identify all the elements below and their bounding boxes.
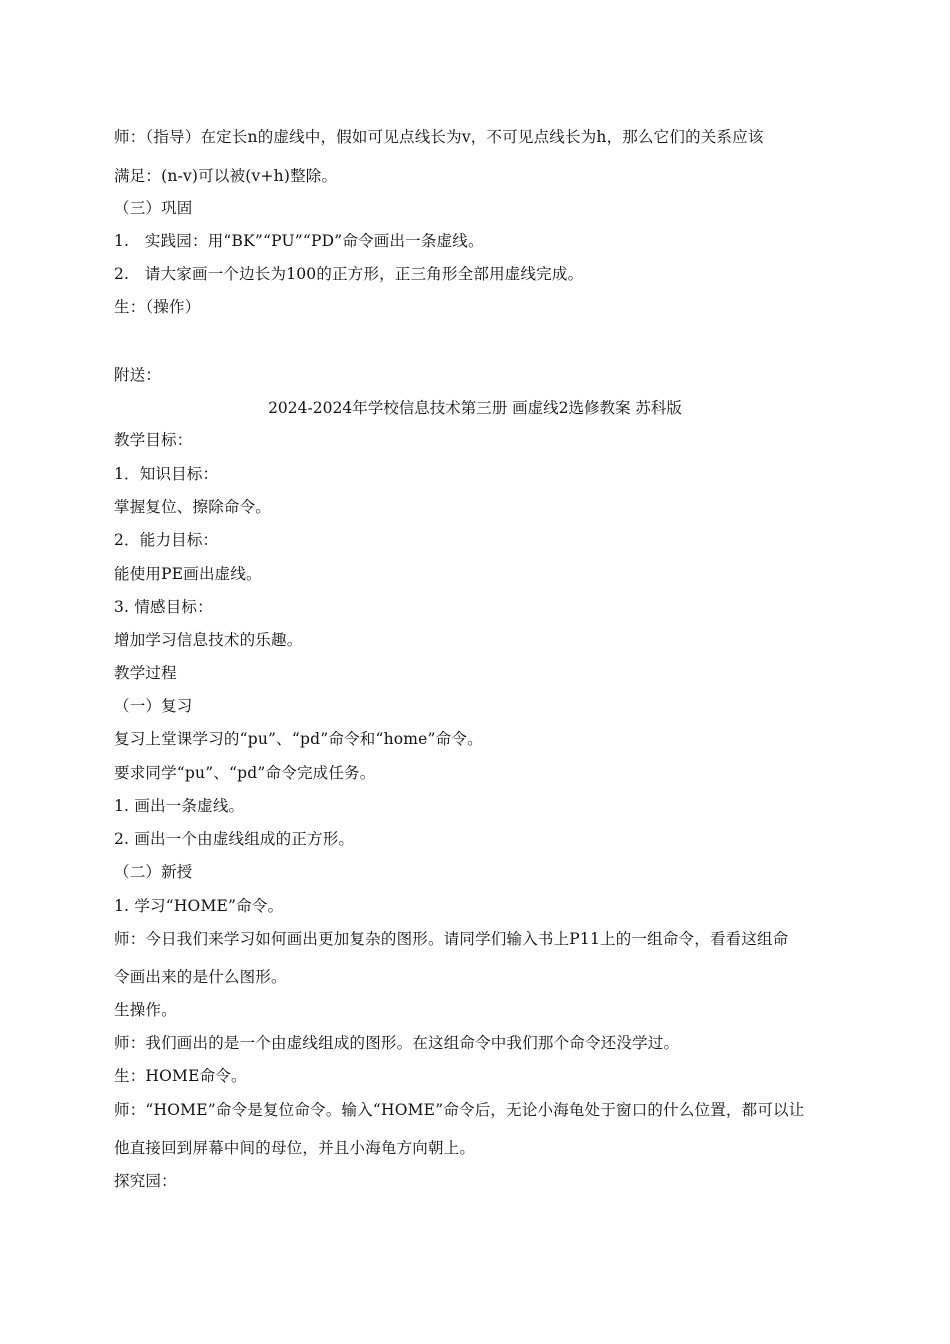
list-item: 3. 情感目标： (114, 598, 213, 616)
section-heading: （一）复习 (114, 697, 193, 715)
paragraph-line: 师：今日我们来学习如何画出更加复杂的图形。请同学们输入书上P11上的一组命令，看看这组命 (114, 930, 789, 948)
paragraph-line: 满足：(n-v)可以被(v+h)整除。 (114, 167, 338, 185)
section-heading: （三）巩固 (114, 199, 193, 217)
paragraph-line: 增加学习信息技术的乐趣。 (114, 631, 303, 649)
list-item: 1. 实践园：用“BK”“PU”“PD”命令画出一条虚线。 (114, 232, 484, 250)
list-item: 1．知识目标： (114, 465, 219, 483)
paragraph-line: 要求同学“pu”、“pd”命令完成任务。 (114, 764, 376, 782)
paragraph-line: 能使用PE画出虚线。 (114, 565, 262, 583)
paragraph-line: 生：（操作） (114, 298, 201, 316)
paragraph-line: 师：（指导）在定长n的虚线中，假如可见点线长为v，不可见点线长为h，那么它们的关系应该 (114, 128, 764, 146)
section-heading: （二）新授 (114, 863, 193, 881)
paragraph-line: 师：我们画出的是一个由虚线组成的图形。在这组命令中我们那个命令还没学过。 (114, 1034, 680, 1052)
paragraph-line: 生操作。 (114, 1001, 177, 1019)
list-item: 2．能力目标： (114, 531, 219, 549)
paragraph-line: 复习上堂课学习的“pu”、“pd”命令和“home”命令。 (114, 730, 483, 748)
document-title: 2024-2024年学校信息技术第三册 画虚线2选修教案 苏科版 (268, 399, 682, 417)
paragraph-line: 师：“HOME”命令是复位命令。输入“HOME”命令后，无论小海龟处于窗口的什么位置，都可以让 (114, 1101, 805, 1119)
paragraph-line: 生：HOME命令。 (114, 1067, 247, 1085)
list-item: 1. 画出一条虚线。 (114, 797, 245, 815)
paragraph-line: 他直接回到屏幕中间的母位，并且小海龟方向朝上。 (114, 1139, 476, 1157)
section-heading: 教学过程 (114, 664, 177, 682)
section-heading: 教学目标： (114, 431, 193, 449)
paragraph-line: 探究园： (114, 1172, 177, 1190)
list-item: 2. 画出一个由虚线组成的正方形。 (114, 830, 355, 848)
paragraph-line: 附送： (114, 366, 162, 384)
paragraph-line: 掌握复位、擦除命令。 (114, 498, 272, 516)
list-item: 1. 学习“HOME”命令。 (114, 897, 284, 915)
paragraph-line: 令画出来的是什么图形。 (114, 968, 287, 986)
list-item: 2. 请大家画一个边长为100的正方形，正三角形全部用虚线完成。 (114, 265, 584, 283)
